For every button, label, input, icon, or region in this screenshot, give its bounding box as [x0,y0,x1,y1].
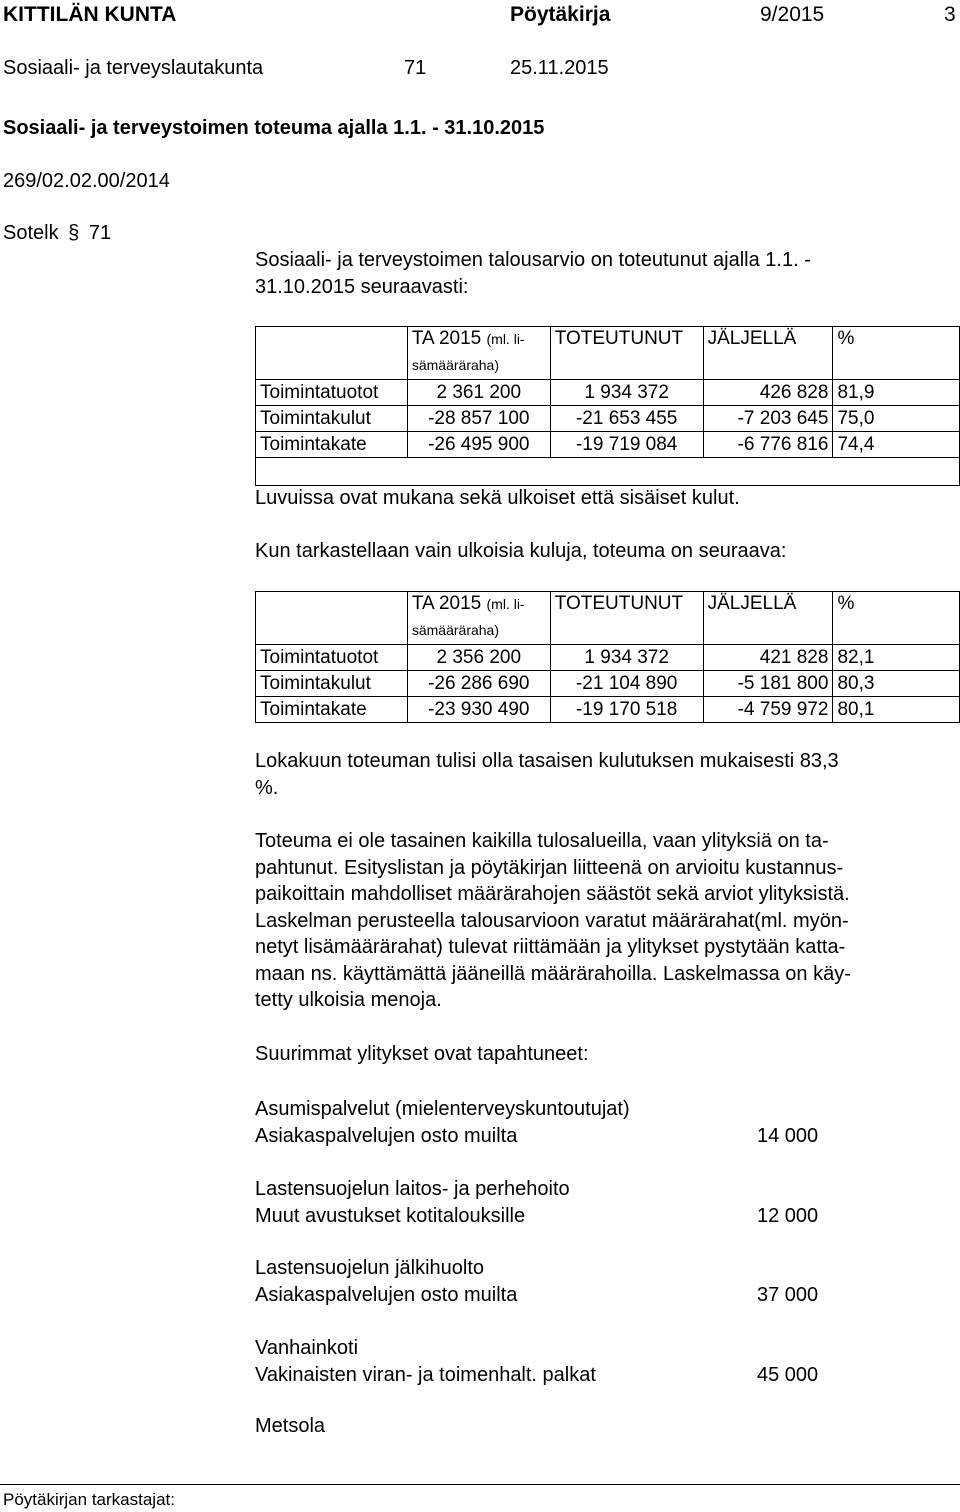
page-title: Sosiaali- ja terveystoimen toteuma ajalla 1.1. - 31.10.2015 [3,117,545,139]
footer-reviewers: Pöytäkirjan tarkastajat: [3,1490,175,1509]
overrun-amount: 14 000 [757,1124,819,1147]
org-name: KITTILÄN KUNTA [3,3,177,26]
row-label: Toimintakate [256,432,408,458]
last-unit: Metsola [255,1415,326,1437]
cell-percent: 82,1 [833,645,960,671]
table-header-percent: % [833,592,960,645]
cell-percent: 81,9 [833,380,960,406]
cell-toteutunut: -19 719 084 [550,432,703,458]
cell-jaljella: -4 759 972 [703,697,833,723]
realization-table-all [255,326,960,486]
overrun-unit: Lastensuojelun jälkihuolto [255,1257,485,1279]
cell-ta: 2 356 200 [407,645,550,671]
overrun-group [255,1255,895,1308]
paragraph-expected-rate [255,748,945,801]
overrun-line [255,1123,895,1150]
overrun-item: Asiakaspalvelujen osto muilta [255,1283,518,1306]
overrun-item: Asiakaspalvelujen osto muilta [255,1124,518,1147]
table-header-percent: % [833,327,960,380]
section-number: 71 [404,57,427,79]
table-header-toteutunut: TOTEUTUNUT [550,327,703,380]
table-header-ta [407,327,550,380]
ta-label: TA 2015 [411,328,482,349]
section-label-number: 71 [88,222,112,244]
reference-number: 269/02.02.00/2014 [3,170,170,192]
row-label: Toimintakulut [256,671,408,697]
note-external-only: Kun tarkastellaan vain ulkoisia kuluja, toteuma on seuraava: [255,540,787,562]
ta-label-sub: sämääräraha) [411,622,499,638]
overrun-amount: 12 000 [757,1204,819,1227]
row-label: Toimintakate [256,697,408,723]
overrun-amount: 45 000 [757,1363,819,1386]
overrun-group [255,1096,895,1149]
intro-line-1: Sosiaali- ja terveystoimen talousarvio on toteutunut ajalla 1.1. - [255,249,811,271]
table-row [256,432,960,458]
cell-ta: 2 361 200 [407,380,550,406]
cell-toteutunut: -19 170 518 [550,697,703,723]
paragraph-text: Toteuma ei ole tasainen kaikilla tulosalueilla, vaan ylityksiä on ta- pahtunut. Esityslistan ja pöytäkirjan liitteenä on arvioitu kustannus- paikoittain mahdolliset määrärahojen säästöt sekä arviot ylityksistä. Laskelman perusteella talousarvioon varatut määrärahat(ml. myön- netyt lisämäärärahat) tulevat riittämään ja ylitykset pystytään katta- maan ns. käyttämättä jääneillä määrärahoilla. Laskelmassa on käy- tetty ulkoisia menoja. [255,830,851,1011]
table-header-row [256,327,960,380]
intro-line-2: 31.10.2015 seuraavasti: [255,276,469,298]
table-row [256,671,960,697]
cell-toteutunut: -21 104 890 [550,671,703,697]
overrun-item: Vakinaisten viran- ja toimenhalt. palkat [255,1363,596,1386]
cell-percent: 74,4 [833,432,960,458]
overrun-group [255,1335,895,1388]
table-header-ta [407,592,550,645]
footer-divider [0,1484,960,1485]
table-row [256,406,960,432]
cell-percent: 80,1 [833,697,960,723]
overrun-unit: Lastensuojelun laitos- ja perhehoito [255,1178,570,1200]
table-row [256,697,960,723]
overrun-unit: Vanhainkoti [255,1337,359,1359]
section-label-text: Sotelk [3,222,59,244]
cell-ta: -28 857 100 [407,406,550,432]
table-empty-row [256,458,960,486]
cell-ta: -26 286 690 [407,671,550,697]
table-row [256,380,960,406]
overrun-unit: Asumispalvelut (mielenterveyskuntoutujat) [255,1098,630,1120]
empty-cell [256,458,960,486]
paragraph-text: Lokakuun toteuman tulisi olla tasaisen kulutuksen mukaisesti 83,3 %. [255,750,839,799]
committee-name: Sosiaali- ja terveyslautakunta [3,57,264,79]
ta-label-sub: sämääräraha) [411,357,499,373]
meeting-date: 25.11.2015 [510,57,609,79]
overrun-item: Muut avustukset kotitalouksille [255,1204,526,1227]
overruns-title: Suurimmat ylitykset ovat tapahtuneet: [255,1043,589,1065]
table-header-empty [256,592,408,645]
document-number: 9/2015 [760,3,825,26]
table-header-jaljella: JÄLJELLÄ [703,327,833,380]
document-type: Pöytäkirja [510,3,611,26]
section-symbol: § [68,222,80,244]
cell-percent: 75,0 [833,406,960,432]
ta-label: TA 2015 [411,593,482,614]
note-internal-external: Luvuissa ovat mukana sekä ulkoiset että sisäiset kulut. [255,487,740,509]
paragraph-explanation [255,828,945,1014]
row-label: Toimintatuotot [256,380,408,406]
row-label: Toimintatuotot [256,645,408,671]
overrun-group [255,1176,895,1229]
realization-table-external [255,591,960,723]
cell-jaljella: 421 828 [703,645,833,671]
section-label [3,222,111,245]
cell-jaljella: -6 776 816 [703,432,833,458]
cell-jaljella: 426 828 [703,380,833,406]
cell-ta: -26 495 900 [407,432,550,458]
cell-toteutunut: 1 934 372 [550,645,703,671]
ta-label-note: (ml. li- [486,596,525,612]
cell-toteutunut: 1 934 372 [550,380,703,406]
overrun-line [255,1362,895,1389]
cell-jaljella: -5 181 800 [703,671,833,697]
table-header-row [256,592,960,645]
page-number: 3 [944,3,956,26]
table-header-toteutunut: TOTEUTUNUT [550,592,703,645]
overrun-line [255,1203,895,1230]
row-label: Toimintakulut [256,406,408,432]
cell-ta: -23 930 490 [407,697,550,723]
overrun-amount: 37 000 [757,1283,819,1306]
table-header-empty [256,327,408,380]
cell-toteutunut: -21 653 455 [550,406,703,432]
ta-label-note: (ml. li- [486,331,525,347]
table-header-jaljella: JÄLJELLÄ [703,592,833,645]
cell-percent: 80,3 [833,671,960,697]
overrun-line [255,1282,895,1309]
cell-jaljella: -7 203 645 [703,406,833,432]
table-row [256,645,960,671]
